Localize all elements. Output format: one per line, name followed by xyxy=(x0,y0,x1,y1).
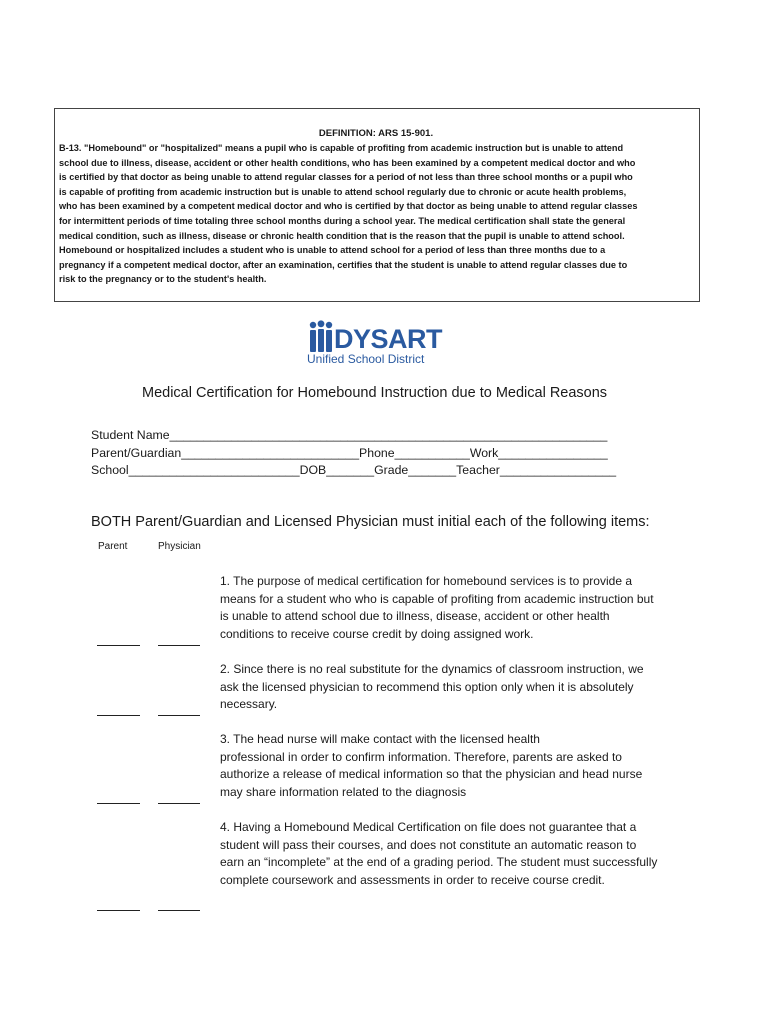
item-line: earn an “incomplete” at the end of a grading period. The student must successfully xyxy=(220,855,658,870)
school-dob-grade-teacher-line[interactable]: School_________________________DOB_______Grade_______Teacher_________________ xyxy=(91,463,617,477)
definition-line: pregnancy if a competent medical doctor, after an examination, certifies that the student is unable to attend regular classes due to xyxy=(59,259,628,270)
parent-initial-blank[interactable] xyxy=(97,645,140,646)
definition-box xyxy=(54,108,700,302)
people-figures-icon xyxy=(304,320,336,354)
item-line: necessary. xyxy=(220,697,278,712)
item-line: may share information related to the diagnosis xyxy=(220,785,467,800)
definition-line: risk to the pregnancy or to the student's health. xyxy=(59,274,267,285)
district-logo xyxy=(304,320,444,368)
item-line: means for a student who who is capable of profiting from academic instruction but xyxy=(220,591,654,606)
definition-line: medical condition, such as illness, disease or chronic health condition that is the reason that the pupil is unable to attend school. xyxy=(59,230,625,241)
item-4 xyxy=(220,819,657,890)
definition-line: B-13. "Homebound" or "hospitalized" means a pupil who is capable of profiting from academic instruction but is unable to attend xyxy=(59,143,624,153)
item-3 xyxy=(220,731,642,802)
item-line: student will pass their courses, and does not constitute an automatic reason to xyxy=(220,837,637,852)
parent-phone-work-line[interactable]: Parent/Guardian__________________________Phone___________Work________________ xyxy=(91,446,608,460)
parent-initial-blank[interactable] xyxy=(97,910,140,911)
definition-line: for intermittent periods of time totaling three school months during a school year. The medical certification shall state the general xyxy=(59,215,626,226)
definition-line: Homebound or hospitalized includes a student who is unable to attend school for a period of less than three months due to a xyxy=(59,245,606,256)
physician-initial-blank[interactable] xyxy=(158,715,200,716)
item-line: authorize a release of medical information so that the physician and head nurse xyxy=(220,767,643,782)
definition-line: is capable of profiting from academic instruction but is unable to attend school regularly due to chronic or acute health problems, xyxy=(59,186,627,197)
item-line: conditions to receive course credit by doing assigned work. xyxy=(220,627,534,642)
item-line: ask the licensed physician to recommend this option only when it is absolutely xyxy=(220,679,634,694)
item-line: 3. The head nurse will make contact with the licensed health xyxy=(220,732,540,746)
item-line: 4. Having a Homebound Medical Certification on file does not guarantee that a xyxy=(220,820,637,834)
item-line: 1. The purpose of medical certification for homebound services is to provide a xyxy=(220,574,632,588)
logo-wordmark: DYSART xyxy=(334,324,443,354)
initial-instruction: BOTH Parent/Guardian and Licensed Physician must initial each of the following items: xyxy=(91,514,650,530)
definition-line: is certified by that doctor as being unable to attend regular classes for a period of not less than three school months or a pupil who xyxy=(59,172,633,183)
definition-line: school due to illness, disease, accident or other health conditions, who has been examined by a competent medical doctor and who xyxy=(59,157,636,168)
physician-initial-blank[interactable] xyxy=(158,803,200,804)
physician-initial-blank[interactable] xyxy=(158,645,200,646)
physician-column-header: Physician xyxy=(158,541,201,552)
parent-initial-blank[interactable] xyxy=(97,803,140,804)
item-2 xyxy=(220,661,644,714)
item-line: 2. Since there is no real substitute for the dynamics of classroom instruction, we xyxy=(220,662,644,676)
form-title: Medical Certification for Homebound Instruction due to Medical Reasons xyxy=(142,385,608,401)
item-line: is unable to attend school due to illness, disease, accident or other health xyxy=(220,609,610,624)
student-name-line[interactable]: Student Name________________________________________________________________ xyxy=(91,428,608,442)
item-line: professional in order to confirm information. Therefore, parents are asked to xyxy=(220,749,622,764)
item-1 xyxy=(220,573,654,644)
definition-title: DEFINITION: ARS 15-901. xyxy=(318,128,434,139)
item-line: complete coursework and assessments in order to receive course credit. xyxy=(220,873,605,888)
definition-line: who has been examined by a competent medical doctor and who is certified by that doctor as being unable to attend regular classes xyxy=(59,201,638,212)
parent-initial-blank[interactable] xyxy=(97,715,140,716)
logo-subtitle: Unified School District xyxy=(307,352,425,366)
parent-column-header: Parent xyxy=(98,541,128,552)
physician-initial-blank[interactable] xyxy=(158,910,200,911)
